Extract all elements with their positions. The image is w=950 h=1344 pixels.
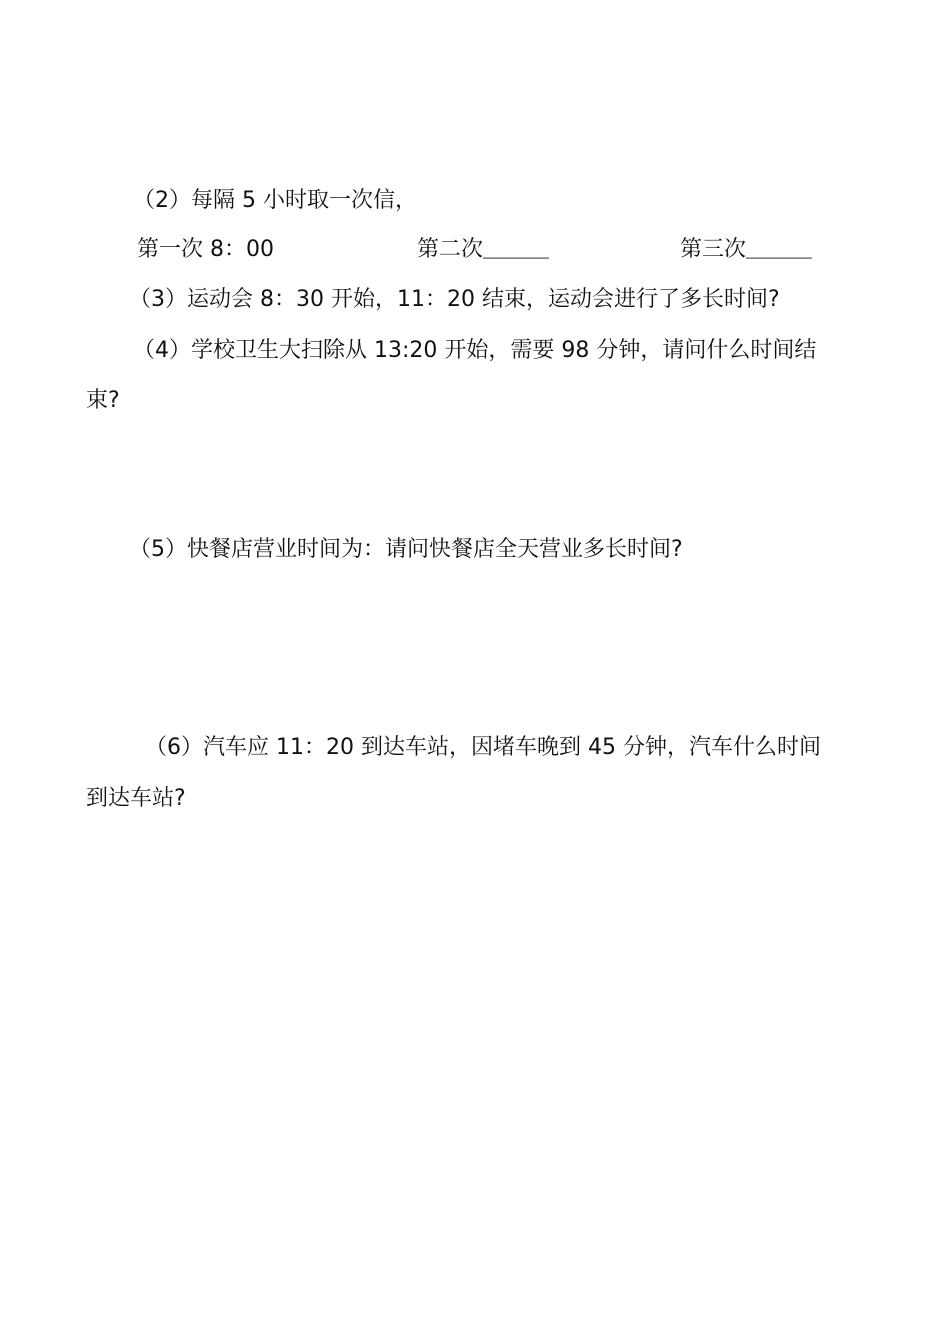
question-2-times-row [0, 235, 950, 265]
question-2-second-time: 第二次＿＿＿ [417, 237, 550, 262]
question-4-line-2: 束? [86, 388, 120, 413]
question-5: （5）快餐店营业时间为：请问快餐店全天营业多长时间? [129, 537, 683, 562]
question-2-first-time: 第一次 8：00 [137, 237, 274, 262]
question-2-third-time: 第三次＿＿＿ [680, 237, 813, 262]
question-6-line-1: （6）汽车应 11：20 到达车站，因堵车晚到 45 分钟，汽车什么时间 [145, 735, 821, 760]
question-2-prompt: （2）每隔 5 小时取一次信， [133, 188, 417, 213]
question-6-line-2: 到达车站? [86, 786, 186, 811]
question-3: （3）运动会 8：30 开始，11：20 结束，运动会进行了多长时间? [129, 287, 780, 312]
question-4-line-1: （4）学校卫生大扫除从 13:20 开始，需要 98 分钟，请问什么时间结 [133, 338, 817, 363]
